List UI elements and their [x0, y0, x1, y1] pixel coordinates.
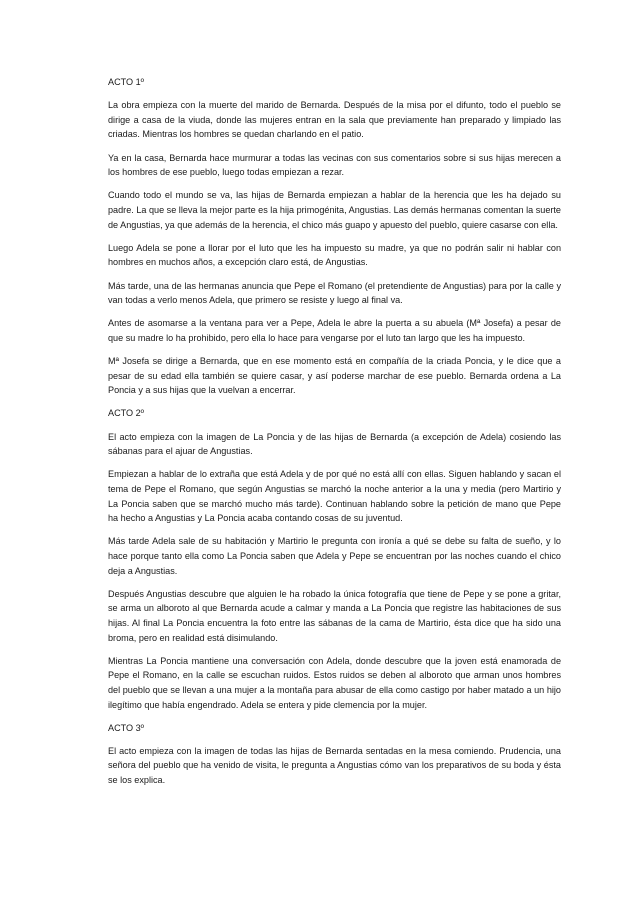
- paragraph: La obra empieza con la muerte del marido de Bernarda. Después de la misa por el difunto, todo el pueblo se dirige a casa de la viuda, donde las mujeres entran en la sala que previamente han preparado y limpiado las criadas. Mientras los hombres se quedan charlando en el patio.: [108, 100, 561, 140]
- act-3-heading: ACTO 3º: [108, 722, 145, 733]
- paragraph: El acto empieza con la imagen de todas las hijas de Bernarda sentadas en la mesa comiendo. Prudencia, una señora del pueblo que ha venido de visita, le pregunta a Angustias cómo van los preparativos de su boda y ésta se los explica.: [108, 745, 561, 786]
- paragraph: Ya en la casa, Bernarda hace murmurar a todas las vecinas con sus comentarios sobre si sus hijas merecen a los hombres de ese pueblo, luego todas empiezan a rezar.: [108, 152, 561, 178]
- act-2-heading: ACTO 2º: [108, 408, 145, 419]
- paragraph: Empiezan a hablar de lo extraña que está Adela y de por qué no está allí con ellas. Siguen hablando y sacan el tema de Pepe el Romano, que según Angustias se marchó la noche anterior a la una y media (pero Martirio y La Poncia saben que se marchó mucho más tarde). Continuan hablando sobre la petición de mano que Pepe ha hecho a Angustias y La Poncia acaba contando cosas de su juventud.: [108, 469, 561, 524]
- act-1-heading: ACTO 1º: [108, 77, 145, 87]
- paragraph: Mientras La Poncia mantiene una conversación con Adela, donde descubre que la joven está enamorada de Pepe el Romano, en la calle se escuchan ruidos. Estos ruidos se deben al alboroto que arman unos hombres del pueblo que se llevan a una mujer a la montaña para abusar de ella como castigo por haber matado a un hijo ilegítimo que había engendrado. Adela se entera y pide clemencia por la mujer.: [108, 655, 561, 710]
- paragraph: Más tarde Adela sale de su habitación y Martirio le pregunta con ironía a qué se debe su falta de sueño, y lo hace porque tanto ella como La Poncia saben que Adela y Pepe se encuentran por las noches cuando el chico deja a Angustias.: [108, 536, 561, 576]
- paragraph: Después Angustias descubre que alguien le ha robado la única fotografía que tiene de Pepe y se pone a gritar, se arma un alboroto al que Bernarda acude a calmar y manda a La Poncia que registre las habitaciones de sus hijas. Al final La Poncia encuentra la foto entre las sábanas de la cama de Martirio, ésta dice que ha sido una broma, pero en realidad está disimulando.: [108, 588, 561, 643]
- paragraph: Mª Josefa se dirige a Bernarda, que en ese momento está en compañía de la criada Poncia, y le dice que a pesar de su edad ella también se quiere casar, y así poderse marchar de ese pueblo. Bernarda ordena a La Poncia y a sus hijas que la vuelvan a encerrar.: [108, 356, 561, 396]
- paragraph: Cuando todo el mundo se va, las hijas de Bernarda empiezan a hablar de la herencia que les ha dejado su padre. La que se lleva la mejor parte es la hija primogénita, Angustias. Las demás hermanas comentan la suerte de Angustias, ya que además de la herencia, el chico más guapo y apuesto del pueblo, quiere casarse con ella.: [108, 190, 561, 230]
- paragraph: Más tarde, una de las hermanas anuncia que Pepe el Romano (el pretendiente de Angustias) para por la calle y van todas a verlo menos Adela, que primero se resiste y luego al final va.: [108, 280, 561, 306]
- paragraph: Luego Adela se pone a llorar por el luto que les ha impuesto su madre, ya que no podrán salir ni hablar con hombres en muchos años, a excepción claro está, de Angustias.: [108, 242, 561, 268]
- paragraph: El acto empieza con la imagen de La Poncia y de las hijas de Bernarda (a excepción de Adela) cosiendo las sábanas para el ajuar de Angustias.: [108, 431, 561, 457]
- paragraph: Antes de asomarse a la ventana para ver a Pepe, Adela le abre la puerta a su abuela (Mª Josefa) a pesar de que su madre lo ha prohibido, pero ella lo hace para vengarse por el luto tan largo que les ha impuesto.: [108, 318, 561, 343]
